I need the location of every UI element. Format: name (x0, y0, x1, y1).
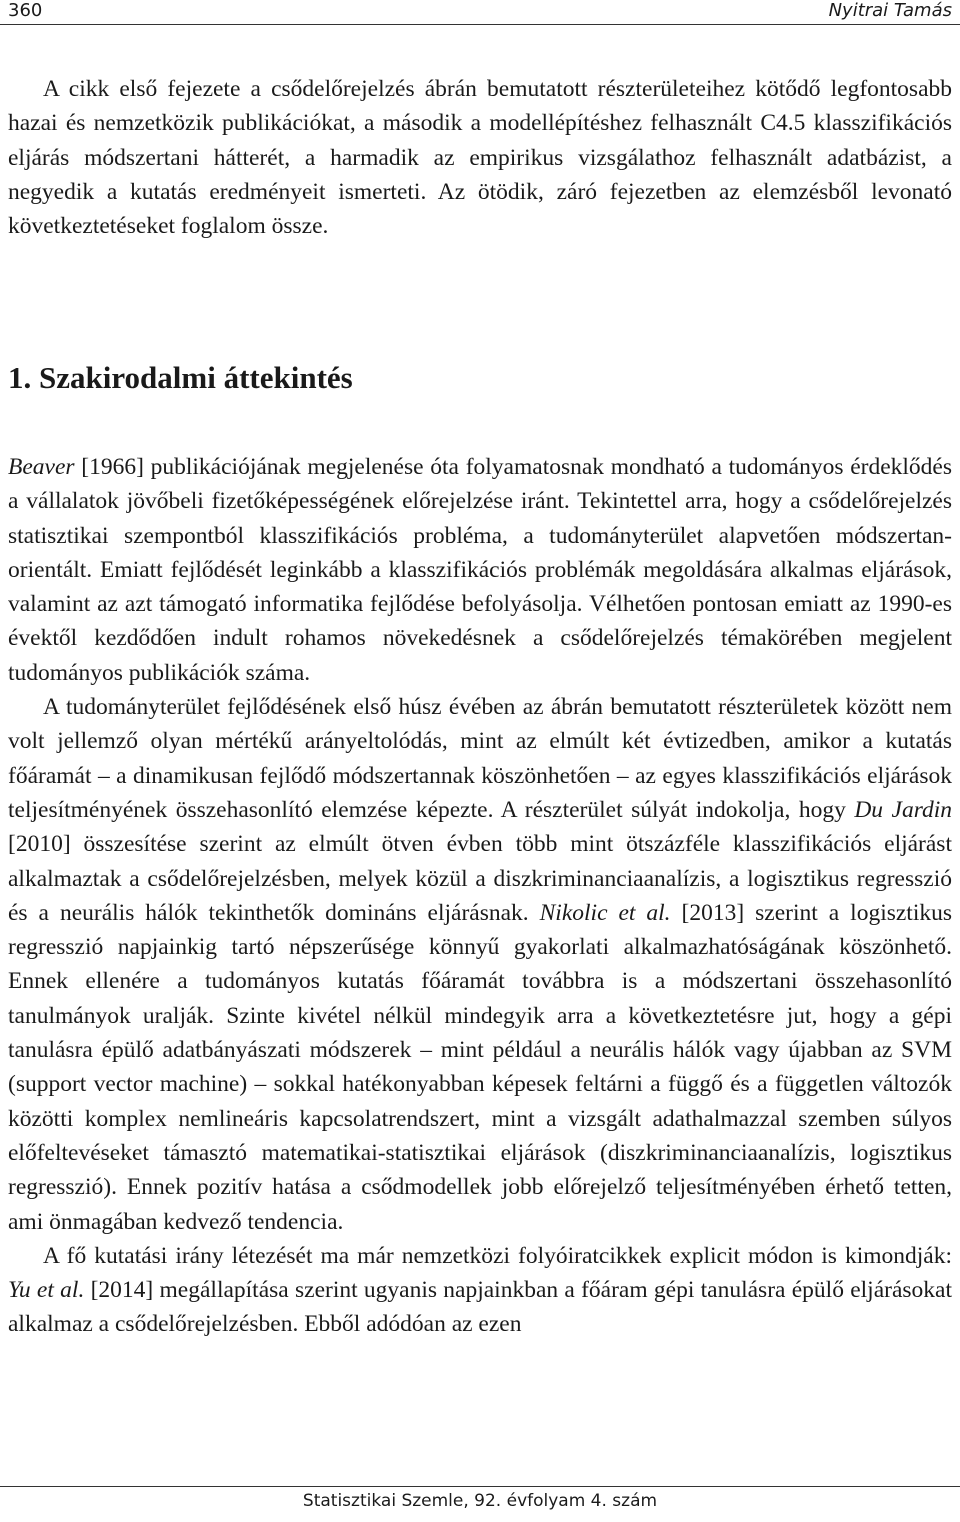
section-heading: 1. Szakirodalmi áttekintés (8, 360, 353, 395)
citation-nikolic: Nikolic et al. (539, 899, 671, 926)
section-body (8, 450, 952, 1342)
intro-paragraph: A cikk első fejezete a csődelőrejelzés ábrán bemutatott részterületeihez kötődő legfontosabb hazai és nemzetközik publikációkat, a második a modellépítéshez felhasznált C4.5 klasszifikációs eljárás módszertani hátterét, a harmadik az empirikus vizsgálathoz felhasznált adatbázist, a negyedik a kutatás eredményeit ismerteti. Az ötödik, záró fejezetben az elemzésből levonató következtetéseket foglalom össze. (8, 76, 952, 240)
running-header-author: Nyitrai Tamás (828, 0, 952, 21)
running-footer (0, 1486, 960, 1522)
citation-du-jardin: Du Jardin (854, 796, 952, 823)
citation-beaver: Beaver (8, 454, 75, 480)
intro-text (8, 72, 952, 243)
section-paragraph-1: Beaver [1966] publikációjának megjelenése óta folyamatosnak mondható a tudományos érdeklődés a vállalatok jövőbeli fizetőképességének előrejelzése iránt. Tekintettel arra, hogy a csődelőrejelzés statisztikai szempontból klasszifikációs probléma, a tudományterület alapvetően módszertan-orientált. Emiatt fejlődését leginkább a klasszifikációs problémák megoldására alkalmas eljárások, valamint az azt támogató informatika fejlődése befolyásolja. Vélhetően pontosan emiatt az 1990-es évektől kezdődően indult rohamos növekedésnek a csődelőrejelzés témakörében megjelent tudományos publikációk száma. (8, 454, 952, 686)
section-paragraph-3: A fő kutatási irány létezését ma már nemzetközi folyóiratcikkek explicit módon is kimondják: Yu et al. [2014] megállapítása szerint ugyanis napjainkban a főáram gépi tanulásra épülő eljárásokat alkalmaz a csődelőrejelzésben. Ebből adódóan az ezen (8, 1242, 952, 1338)
page-number: 360 (8, 0, 43, 21)
citation-yu: Yu et al. (8, 1277, 85, 1304)
running-header (0, 0, 960, 25)
section-paragraph-2: A tudományterület fejlődésének első húsz évében az ábrán bemutatott részterületek között nem volt jellemző olyan mértékű arányeltolódás, mint az elmúlt két évtizedben, amikor a kutatás főáramát – a dinamikusan fejlődő módszertannak köszönhetően – az egyes klasszifikációs eljárások teljesítményének összehasonlító elemzése képezte. A részterület súlyát indokolja, hogy Du Jardin [2010] összesítése szerint az elmúlt ötven évben több mint ötszázféle klasszifikációs eljárást alkalmaztak a csődelőrejelzésben, melyek közül a diszkriminanciaanalízis, a logisztikus regresszió és a neurális hálók tekinthetők domináns eljárásnak. Nikolic et al. [2013] szerint a logisztikus regresszió napjainkig tartó népszerűsége könnyű gyakorlati alkalmazhatóságának köszönhető. Ennek ellenére a tudományos kutatás főáramát továbbra is a módszertani összehasonlító tanulmányok uralják. Szinte kivétel nélkül mindegyik arra a következtetésre jut, hogy a gépi tanulásra épülő adatbányászati módszerek – mint például a neurális hálók vagy újabban az SVM (support vector machine) – sokkal hatékonyabban képesek feltárni a függő és a független változók közötti komplex nemlineáris kapcsolatrendszert, mint a vizsgált adathalmazzal szemben súlyos előfeltevéseket támasztó matematikai-statisztikai eljárások (diszkriminanciaanalízis, logisztikus regresszió). Ennek pozitív hatása a csődmodellek jobb előrejelző teljesítményében érhető tetten, ami önmagában kedvező tendencia. (8, 694, 952, 1235)
journal-title: Statisztikai Szemle, 92. évfolyam 4. szám (302, 1491, 658, 1511)
